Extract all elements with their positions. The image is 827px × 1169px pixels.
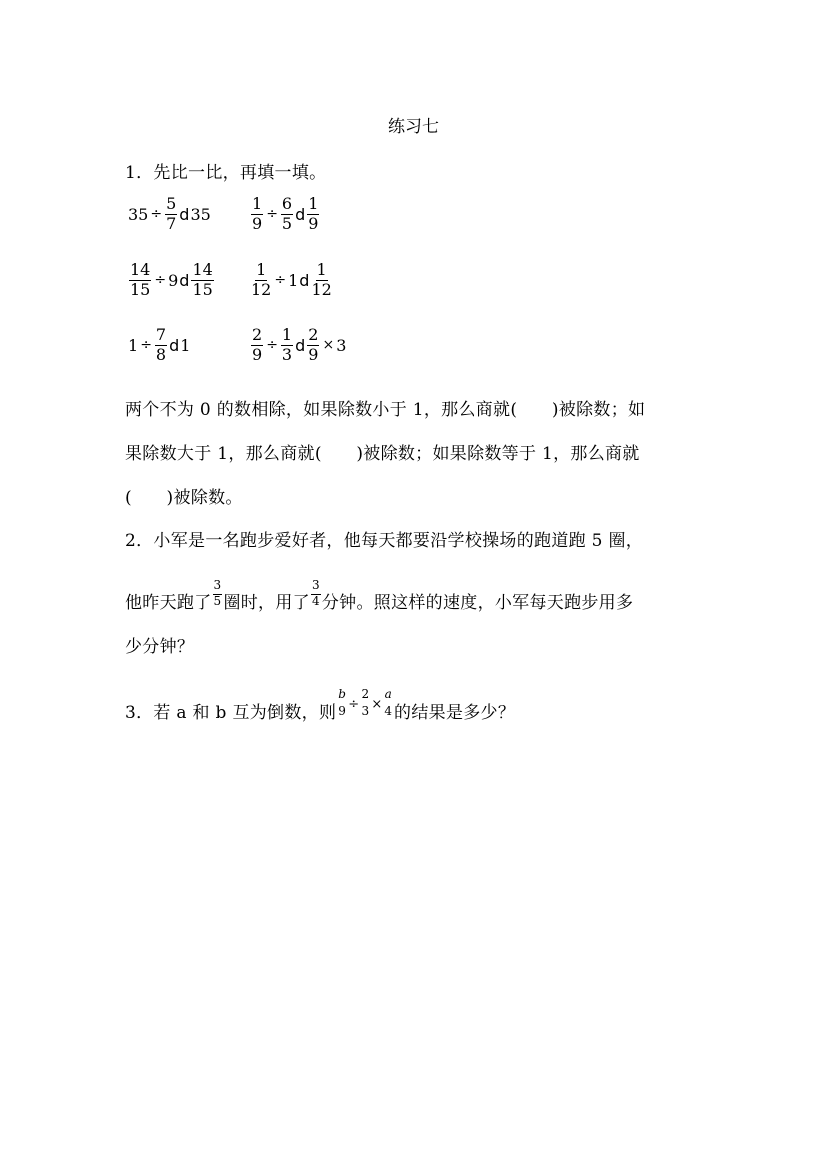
q2-text-b: 圈时，用了 — [223, 593, 310, 613]
q1b-den2: 5 — [281, 213, 293, 233]
q1c-op: ÷ — [154, 272, 167, 289]
q1b-frac2 — [281, 196, 293, 233]
q3-frac1 — [337, 688, 347, 719]
q1b-den3: 9 — [308, 213, 319, 233]
q1-rule-line1: 两个不为 0 的数相除，如果除数小于 1，那么商就( )被除数；如 — [125, 400, 646, 420]
q1f-frac2 — [281, 327, 293, 364]
q3-f3-den: 4 — [384, 704, 393, 718]
q3-f3-num: a — [384, 687, 393, 702]
q1f-num2: 1 — [281, 325, 293, 344]
q1b-num2: 6 — [281, 194, 293, 213]
q2-frac-minutes — [311, 579, 321, 609]
q1f-den2: 3 — [281, 344, 293, 364]
q1d-den1: 12 — [251, 279, 272, 299]
page-title: 练习七 — [388, 117, 439, 137]
q1e-pre: 1 — [128, 335, 139, 355]
q1d-blank-symbol[interactable]: d — [299, 270, 310, 290]
q3-line — [125, 687, 516, 729]
q3-f2-den: 3 — [361, 704, 370, 718]
q1c-blank-symbol[interactable]: d — [179, 270, 190, 290]
q1-expr-a — [128, 196, 211, 233]
q3-f2-num: 2 — [361, 687, 370, 702]
q1b-frac1 — [251, 196, 263, 233]
q2-text-c: 分钟。照这样的速度，小军每天跑步用多 — [321, 593, 634, 613]
q1a-post: 35 — [190, 204, 211, 224]
q1d-num1: 1 — [256, 260, 267, 279]
q1d-num2: 1 — [316, 260, 327, 279]
q2-line2 — [125, 577, 634, 618]
q3-f1-den: 9 — [338, 704, 347, 718]
q1f-frac1 — [251, 327, 263, 364]
q1a-op: ÷ — [150, 206, 163, 223]
q1-expr-b — [250, 196, 320, 233]
q1a-blank-symbol[interactable]: d — [179, 204, 190, 224]
q1b-op: ÷ — [266, 206, 278, 223]
q1e-post: 1 — [180, 335, 191, 355]
q1-expr-e — [128, 327, 190, 364]
q1-expr-c — [128, 262, 215, 299]
q1d-op: ÷ — [274, 272, 287, 289]
q1e-den: 8 — [155, 344, 167, 364]
q1b-num3: 1 — [308, 194, 319, 213]
q1f-num1: 2 — [252, 325, 263, 344]
q3-op2: × — [371, 697, 383, 712]
q1f-post: 3 — [336, 335, 347, 355]
q3-f1-num: b — [338, 687, 347, 702]
q1a-den: 7 — [166, 213, 177, 233]
q2-line1: 2．小军是一名跑步爱好者，他每天都要沿学校操场的跑道跑 5 圈， — [125, 531, 644, 551]
q1-expr-f — [250, 327, 346, 364]
q1d-frac2 — [311, 262, 331, 299]
q1c-num1: 14 — [130, 260, 151, 279]
q2-frac1-den: 5 — [213, 593, 222, 608]
q1b-num1: 1 — [252, 194, 263, 213]
q1f-den3: 9 — [308, 344, 319, 364]
q1f-op2: × — [322, 337, 335, 354]
q1b-blank-symbol[interactable]: d — [295, 204, 306, 224]
q1-rule-line2: 果除数大于 1，那么商就( )被除数；如果除数等于 1，那么商就 — [125, 444, 640, 464]
q1e-num: 7 — [155, 325, 167, 344]
q2-text-a: 他昨天跑了 — [125, 593, 212, 613]
q1b-frac3 — [307, 196, 319, 233]
q2-frac1-num: 3 — [213, 579, 223, 595]
q1d-den2: 12 — [311, 279, 332, 299]
q1d-frac1 — [251, 262, 271, 299]
q2-frac-laps — [213, 579, 223, 609]
q1c-den2: 15 — [192, 279, 213, 299]
q1-expr-d — [250, 262, 333, 299]
q1f-den1: 9 — [252, 344, 263, 364]
q1f-frac3 — [307, 327, 319, 364]
q1a-num: 5 — [166, 194, 177, 213]
q3-frac2 — [360, 688, 370, 719]
q1a-pre: 35 — [128, 204, 149, 224]
q1-rule-line3: ( )被除数。 — [125, 488, 243, 508]
q2-frac2-num: 3 — [311, 579, 321, 595]
q1d-mid: 1 — [288, 270, 299, 290]
q3-text-b: 的结果是多少？ — [394, 703, 516, 723]
q1c-mid: 9 — [168, 270, 179, 290]
q2-frac2-den: 4 — [311, 593, 320, 608]
q1c-num2: 14 — [192, 260, 213, 279]
q1e-frac — [155, 327, 167, 364]
q1b-den1: 9 — [252, 213, 263, 233]
q1c-frac2 — [191, 262, 213, 299]
q1f-blank-symbol[interactable]: d — [295, 335, 306, 355]
q1e-op: ÷ — [140, 337, 152, 354]
q1c-den1: 15 — [130, 279, 151, 299]
q3-text-a: 3．若 a 和 b 互为倒数，则 — [125, 703, 337, 723]
q1f-op: ÷ — [266, 337, 278, 354]
q3-frac3 — [384, 688, 393, 719]
q1c-frac1 — [129, 262, 151, 299]
q2-line3: 少分钟？ — [125, 637, 195, 657]
q3-op1: ÷ — [348, 697, 360, 712]
q1e-blank-symbol[interactable]: d — [169, 335, 180, 355]
q1-stem: 1．先比一比，再填一填。 — [125, 163, 327, 183]
q1f-num3: 2 — [308, 325, 319, 344]
q1a-frac — [165, 196, 177, 233]
